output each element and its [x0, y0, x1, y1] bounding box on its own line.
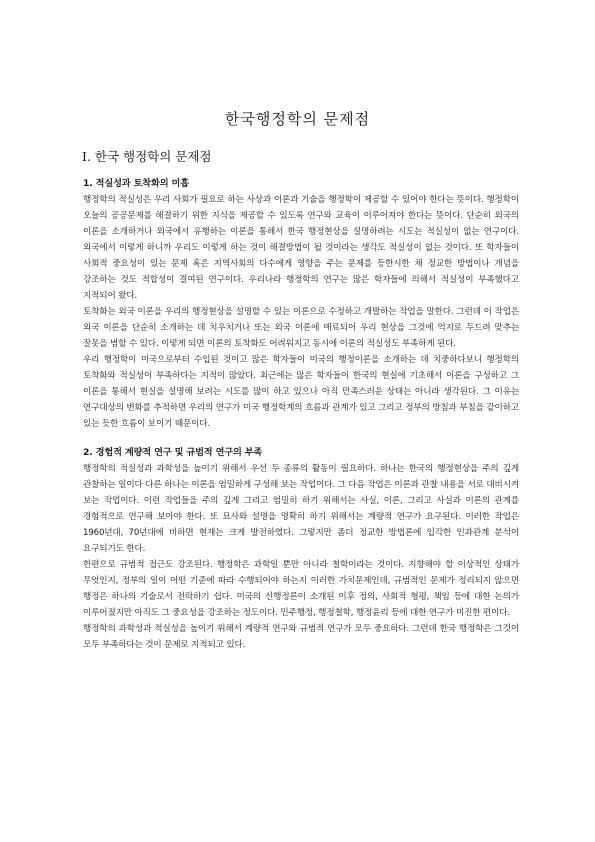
paragraph: 행정학의 과학성과 적실성을 높이기 위해서 계량적 연구와 규범적 연구가 모두 중요하다. 그런데 한국 행정학은 그것이 모두 부족하다는 것이 문제로 지적되고 있다. — [83, 624, 519, 650]
section-heading: 2. 경험적 계량적 연구 및 규범적 연구의 부족 — [83, 447, 263, 458]
section-2 — [83, 445, 519, 653]
paragraph: 토착화는 외국 이론을 우리의 행정현상을 설명할 수 있는 이론으로 수정하고 개발하는 작업을 말한다. 그런데 이 작업은 외국 이론을 단순히 소개하는 데 치우치거나 또는 외국 이론에 매료되어 우리 현상을 그것에 억지로 두드려 맞추는 잘못을 범할 수 있다. 이렇게 되면 이론의 토착화도 어려워지고 동시에 이론의 적실성도 부족하게 된다. — [83, 307, 519, 349]
document-body — [83, 176, 519, 653]
paragraph: 한편으로 규범적 접근도 강조된다. 행정학은 과학일 뿐만 아니라 철학이라는 것이다. 지향해야 할 이상적인 상태가 무엇인지, 정부의 일이 어떤 기준에 따라 수행되어야 하는지 이러한 가치문제인데, 규범적인 문제가 정리되지 않으면 행정은 하나의 기술로서 전락하기 쉽다. 미국의 신행정론이 소개된 이후 정의, 사회적 형평, 책임 등에 대한 논의가 이루어졌지만 아직도 그 중요성을 강조하는 정도이다. 민주행정, 행정철학, 행정윤리 등에 대한 연구가 미진한 편이다. — [83, 560, 519, 618]
paragraph: 행정학의 적실성은 우리 사회가 필요로 하는 사상과 이론과 기술을 행정학이 제공할 수 있어야 한다는 뜻이다. 행정학이 오늘의 공공문제를 해결하기 위한 지식을 제공할 수 있도록 연구와 교육이 이루어져야 한다는 뜻이다. 단순히 외국의 이론을 소개하거나 외국에서 유행하는 이론을 통해서 한국 행정현상을 설명하려는 시도는 적실성이 없는 연구이다. 외국에서 이렇게 하니까 우리도 이렇게 하는 것이 해결방법이 될 것이라는 생각도 적실성이 없는 것이다. 또 학자들이 사회적 중요성이 있는 문제 혹은 지역사회의 다수에게 영향을 주는 문제를 등한시한 채 정교한 방법이나 개념을 강조하는 것도 적합성이 결여된 연구이다. 우리나라 행정학의 연구는 많은 학자들에 의해서 적실성이 부족했다고 지적되어 왔다. — [83, 195, 519, 301]
paragraph: 행정학의 적실성과 과학성을 높이기 위해서 우선 두 종류의 활동이 필요하다. 하나는 한국의 행정현상을 주의 깊게 관찰하는 일이다 다른 하나는 이론을 엄밀하게 구성해 보는 작업이다. 그 다음 작업은 이론과 관찰 내용을 서로 대비시켜 보는 작업이다. 이런 작업들을 주의 깊게 그리고 엄밀히 하기 위해서는 사실, 이론, 그리고 사실과 이론의 관계를 경험적으로 연구해 보아야 한다. 또 묘사와 설명을 명확히 하기 위해서는 계량적 연구가 요구된다. 이러한 작업은 1960년대, 70년대에 비하면 현재는 크게 발전하였다. 그렇지만 좀더 정교한 방법론에 입각한 인과관계 분석이 요구되기도 한다. — [83, 464, 519, 554]
section-heading: 1. 적실성과 토착화의 미흡 — [83, 178, 189, 189]
paragraph: 우리 행정학이 미국으로부터 수입된 것이고 많은 학자들이 미국의 행정이론을 소개하는 데 치중하다보니 행정학의 토착화와 적실성이 부족하다는 지적이 많았다. 최근에는 많은 학자들이 한국의 현실에 기초해서 이론을 구성하고 그 이론을 통해서 현실을 설명해 보려는 시도를 많이 하고 있으나 아직 만족스러운 상태는 아니라 생각된다. 그 이유는 연구대상의 변화를 추적하면 우리의 연구가 미국 행정학계의 흐름과 관계가 있고 그리고 정부의 방침과 부침을 같이하고 있는 듯한 흐름이 보이기 때문이다. — [83, 355, 519, 429]
document-title: 한국행정학의 문제점 — [224, 110, 371, 128]
chapter-heading: Ⅰ. 한국 행정학의 문제점 — [82, 149, 212, 164]
section-1 — [83, 176, 519, 432]
